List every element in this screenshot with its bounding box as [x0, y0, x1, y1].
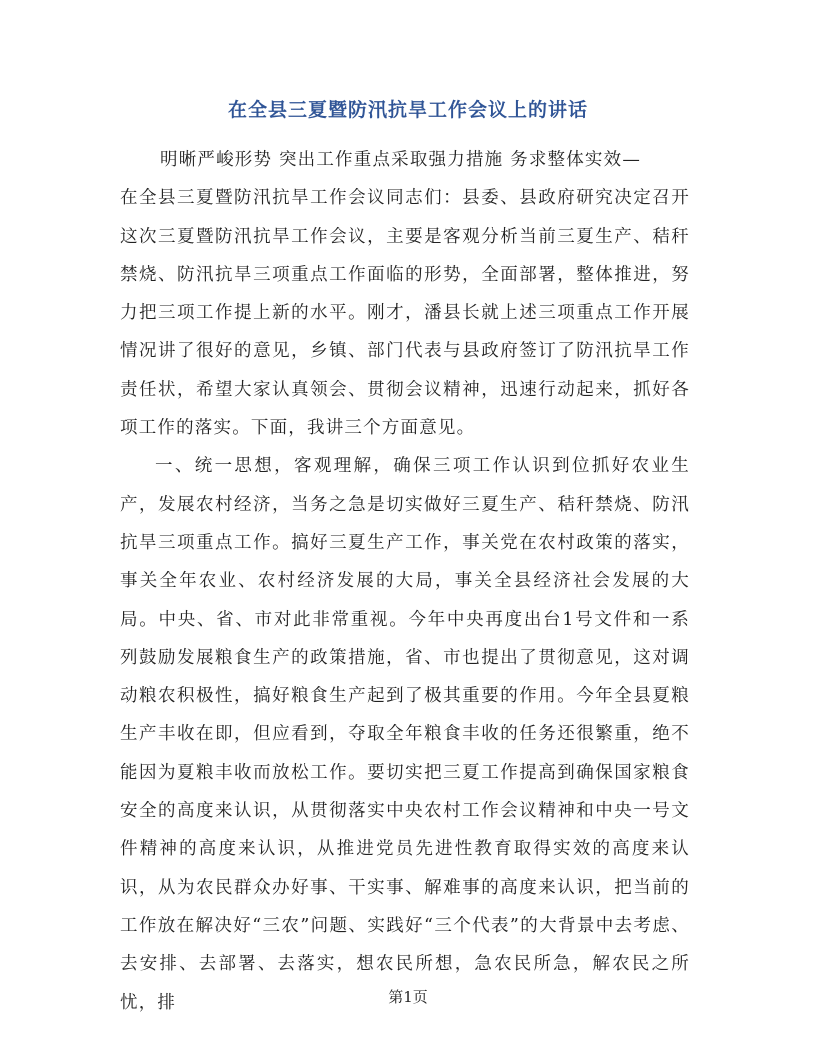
paragraph-opening: 在全县三夏暨防汛抗旱工作会议同志们：县委、县政府研究决定召开这次三夏暨防汛抗旱工作会议，主要是客观分析当前三夏生产、秸秆禁烧、防汛抗旱三项重点工作面临的形势，全面部署，整体推进，努力把三项工作提上新的水平。刚才，潘县长就上述三项重点工作开展情况讲了很好的意见，乡镇、部门代表与县政府签订了防汛抗旱工作责任状，希望大家认真领会、贯彻会议精神，迅速行动起来，抓好各项工作的落实。下面，我讲三个方面意见。	[120, 188, 690, 439]
page-number: 第1页	[388, 988, 428, 1006]
paragraph-section-one: 一、统一思想，客观理解，确保三项工作认识到位抓好农业生产，发展农村经济，当务之急是切实做好三夏生产、秸秆禁烧、防汛抗旱三项重点工作。搞好三夏生产工作，事关党在农村政策的落实，事关全年农业、农村经济发展的大局，事关全县经济社会发展的大局。中央、省、市对此非常重视。今年中央再度出台1号文件和一系列鼓励发展粮食生产的政策措施，省、市也提出了贯彻意见，这对调动粮农积极性，搞好粮食生产起到了极其重要的作用。今年全县夏粮生产丰收在即，但应看到，夺取全年粮食丰收的任务还很繁重，绝不能因为夏粮丰收而放松工作。要切实把三夏工作提高到确保国家粮食安全的高度来认识，从贯彻落实中央农村工作会议精神和中央一号文件精神的高度来认识，从推进党员先进性教育取得实效的高度来认识，从为农民群众办好事、干实事、解难事的高度来认识，把当前的工作放在解决好“三农”问题、实践好“三个代表”的大背景中去考虑、去安排、去部署、去落实，想农民所想，急农民所急，解农民之所忧，排	[120, 456, 690, 1013]
page-title: 在全县三夏暨防汛抗旱工作会议上的讲话	[227, 99, 588, 121]
document-subtitle: 明晰严峻形势 突出工作重点采取强力措施 务求整体实效—	[160, 150, 642, 170]
document-body	[120, 141, 690, 1022]
